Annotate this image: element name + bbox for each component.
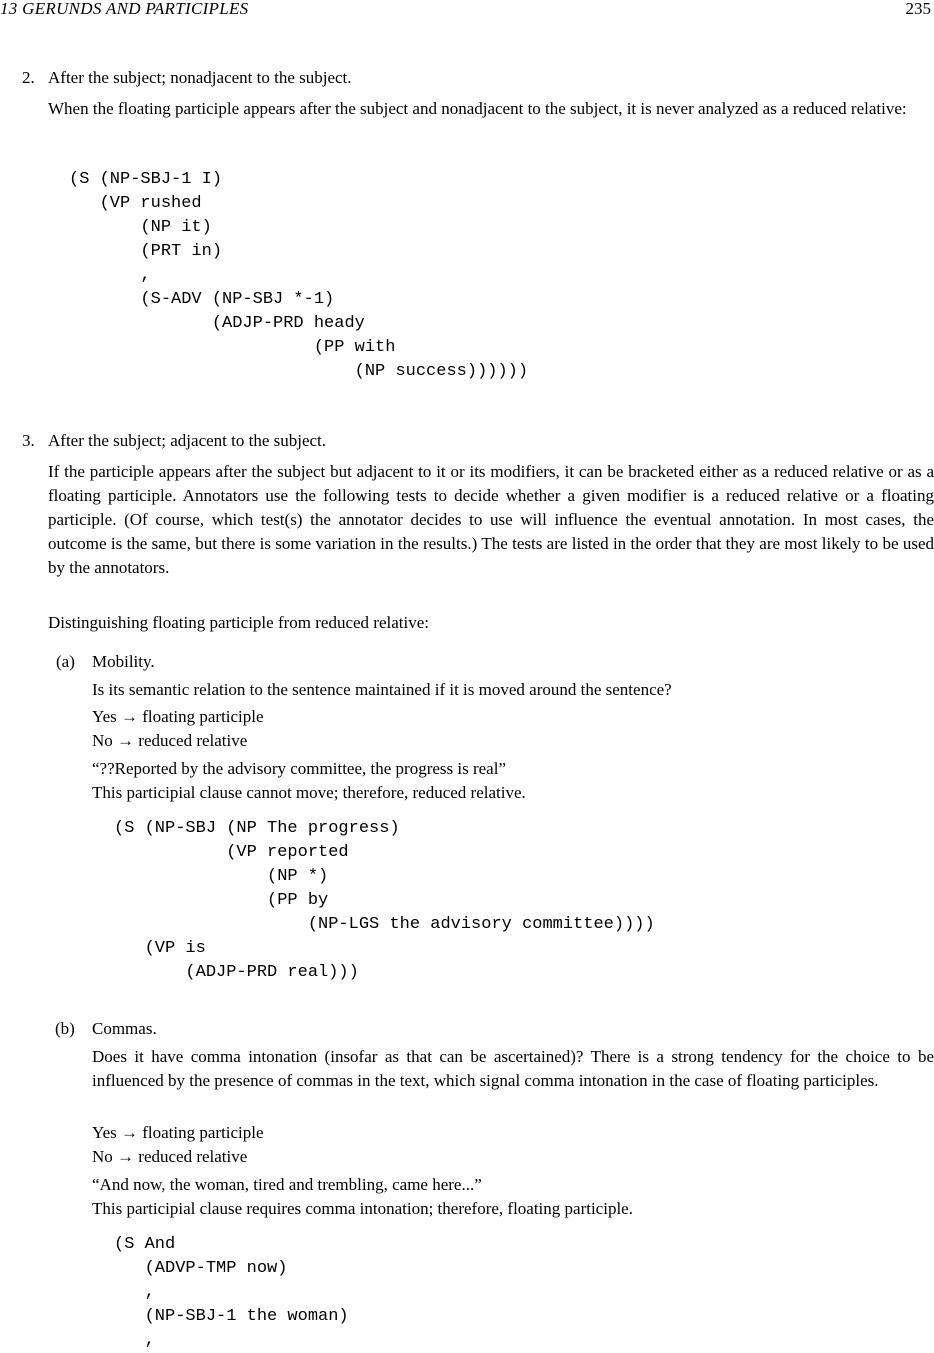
tree-line: (PRT in) <box>69 242 223 261</box>
test-b-parse-tree <box>114 1233 349 1353</box>
item-2-title: After the subject; nonadjacent to the subject. <box>48 68 352 87</box>
test-a-yes: Yes → floating participle <box>92 707 264 726</box>
item-3-paragraph: If the participle appears after the subject but adjacent to it or its modifiers, it can be bracketed either as a reduced relative or as a floating participle. Annotators use the following tests to decide whether a given modifier is a reduced relative or a floating participle. (Of course, which test(s) the annotator decides to use will influence the eventual annotation. In most cases, the outcome is the same, but there is some variation in the results.) The tests are listed in the order that they are most likely to be used by the annotators. <box>48 462 934 577</box>
tree-line: (ADJP-PRD heady <box>69 314 365 333</box>
tree-line: (ADVP-TMP now) <box>114 1259 288 1278</box>
test-b-title: Commas. <box>92 1019 157 1038</box>
tree-line: (VP is <box>114 939 206 958</box>
tree-line: (S-ADV (NP-SBJ *-1) <box>69 290 335 309</box>
test-a-title: Mobility. <box>92 652 155 671</box>
test-a-label: (a) <box>56 652 75 671</box>
item-number-3: 3. <box>22 431 35 450</box>
tree-line: , <box>69 266 151 285</box>
tree-line: (NP it) <box>69 218 212 237</box>
tree-line: (NP-SBJ-1 the woman) <box>114 1307 349 1326</box>
test-a-question: Is its semantic relation to the sentence maintained if it is moved around the sentence? <box>92 680 672 699</box>
tree-line: (PP by <box>114 891 329 910</box>
running-header-chapter: 13 GERUNDS AND PARTICIPLES <box>0 0 249 18</box>
test-b-conclusion: This participial clause requires comma intonation; therefore, floating participle. <box>92 1199 633 1218</box>
tree-line: (NP success)))))) <box>69 362 529 381</box>
tree-line: (PP with <box>69 338 396 357</box>
tree-line: (VP reported <box>114 843 349 862</box>
test-b-example: “And now, the woman, tired and trembling, came here...” <box>92 1175 482 1194</box>
test-a-example: “??Reported by the advisory committee, the progress is real” <box>92 759 506 778</box>
item-3-title: After the subject; adjacent to the subject. <box>48 431 327 450</box>
test-b-yes: Yes → floating participle <box>92 1123 264 1142</box>
test-b-label: (b) <box>55 1019 75 1038</box>
tree-line: (VP rushed <box>69 194 202 213</box>
tree-line: (S And <box>114 1235 176 1254</box>
tree-line: , <box>114 1283 155 1302</box>
test-b-question: Does it have comma intonation (insofar as that can be ascertained)? There is a strong tendency for the choice to be influenced by the presence of commas in the text, which signal comma intonation in the case of floating participles. <box>92 1047 934 1090</box>
tree-line: (ADJP-PRD real))) <box>114 963 359 982</box>
tree-line: (S (NP-SBJ (NP The progress) <box>114 819 400 838</box>
item-number-2: 2. <box>22 68 35 87</box>
distinguishing-heading: Distinguishing floating participle from reduced relative: <box>48 613 429 632</box>
item-2-parse-tree <box>69 168 528 384</box>
tree-line: (NP-LGS the advisory committee)))) <box>114 915 655 934</box>
test-b-no: No → reduced relative <box>92 1147 248 1166</box>
test-a-conclusion: This participial clause cannot move; therefore, reduced relative. <box>92 783 526 802</box>
test-a-parse-tree <box>114 817 655 985</box>
test-a-no: No → reduced relative <box>92 731 248 750</box>
tree-line: (NP *) <box>114 867 329 886</box>
tree-line: , <box>114 1331 155 1350</box>
page-number: 235 <box>905 0 931 18</box>
item-2-paragraph: When the floating participle appears after the subject and nonadjacent to the subject, it is never analyzed as a reduced relative: <box>48 99 907 118</box>
tree-line: (S (NP-SBJ-1 I) <box>69 170 223 189</box>
